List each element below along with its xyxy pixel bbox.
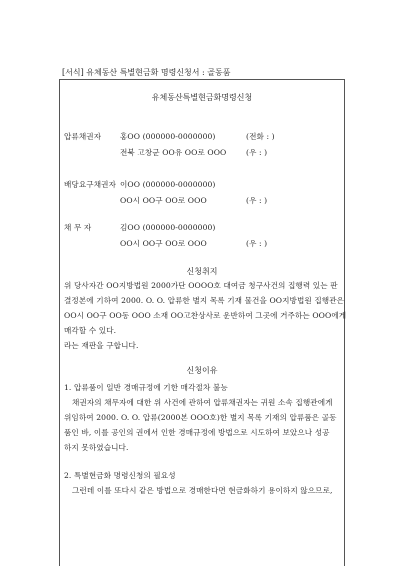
purpose-line: 매각할 수 있다. (64, 326, 117, 335)
form-header: [서식] 유체동산 특별현금화 명령신청서 : 골동품 (62, 68, 231, 77)
purpose-line: OO시 OO구 OO동 OOO 소재 OO고찬상사로 운반하여 그곳에 거주하는 OOO에게 (64, 311, 347, 320)
party-role-debtor: 채 무 자 (64, 223, 92, 232)
reason-section-title: 2. 특별현금화 명령신청의 필요성 (64, 471, 176, 480)
reason-line: 하지 못하였습니다. (64, 443, 129, 452)
document-title: 유체동산특별현금화명령신청 (151, 93, 253, 102)
party-role-creditor: 압류채권자 (64, 132, 102, 141)
reason-line: 위임하여 2000. O. O. 압류(2000본 OOO호)한 별지 목록 기재의 압류품은 골동 (64, 413, 337, 422)
reason-section-title: 1. 압류품이 일반 경매규정에 기한 매각절차 불능 (64, 383, 228, 392)
purpose-heading: 신청취지 (186, 267, 218, 276)
purpose-line: 위 당사자간 OO지방법원 2000가단 OOOO호 대여금 청구사건의 집행력 있는 판 (64, 281, 338, 290)
purpose-line: 결정본에 기하여 2000. O. O. 압류한 별지 목록 기재 물건을 OO지방법원 집행관은 (64, 296, 345, 305)
party-name-debtor: 김OO (000000-0000000) (120, 223, 216, 232)
party-role-dividend-creditor: 배당요구채권자 (64, 180, 117, 189)
purpose-line: 라는 재판을 구합니다. (64, 341, 139, 350)
party-name-dividend-creditor: 이OO (000000-0000000) (120, 180, 216, 189)
party-address-creditor: 전북 고창군 OO유 OO로 OOO (120, 148, 227, 157)
party-address-dividend-creditor: OO시 OO구 OO로 OOO (120, 196, 207, 205)
party-address-debtor: OO시 OO구 OO로 OOO (120, 239, 207, 248)
party-zip-dividend-creditor: (우 : ) (246, 196, 268, 205)
party-tel-creditor: (전화 : ) (246, 132, 275, 141)
reason-line: 그런데 이를 또다시 같은 방법으로 경매한다면 현금화하기 용이하지 않으므로, (72, 486, 333, 495)
reason-line: 품인 바, 이를 공인의 권에서 인한 경매규정에 방법으로 시도하여 보았으나 성공 (64, 428, 330, 437)
party-name-creditor: 홍OO (000000-0000000) (120, 132, 216, 141)
party-zip-creditor: (우 : ) (246, 148, 268, 157)
reason-line: 채권자의 채무자에 대한 위 사건에 관하여 압류채권자는 귀원 소속 집행관에게 (72, 398, 333, 407)
reasons-heading: 신청이유 (186, 366, 218, 375)
party-zip-debtor: (우 : ) (246, 239, 268, 248)
